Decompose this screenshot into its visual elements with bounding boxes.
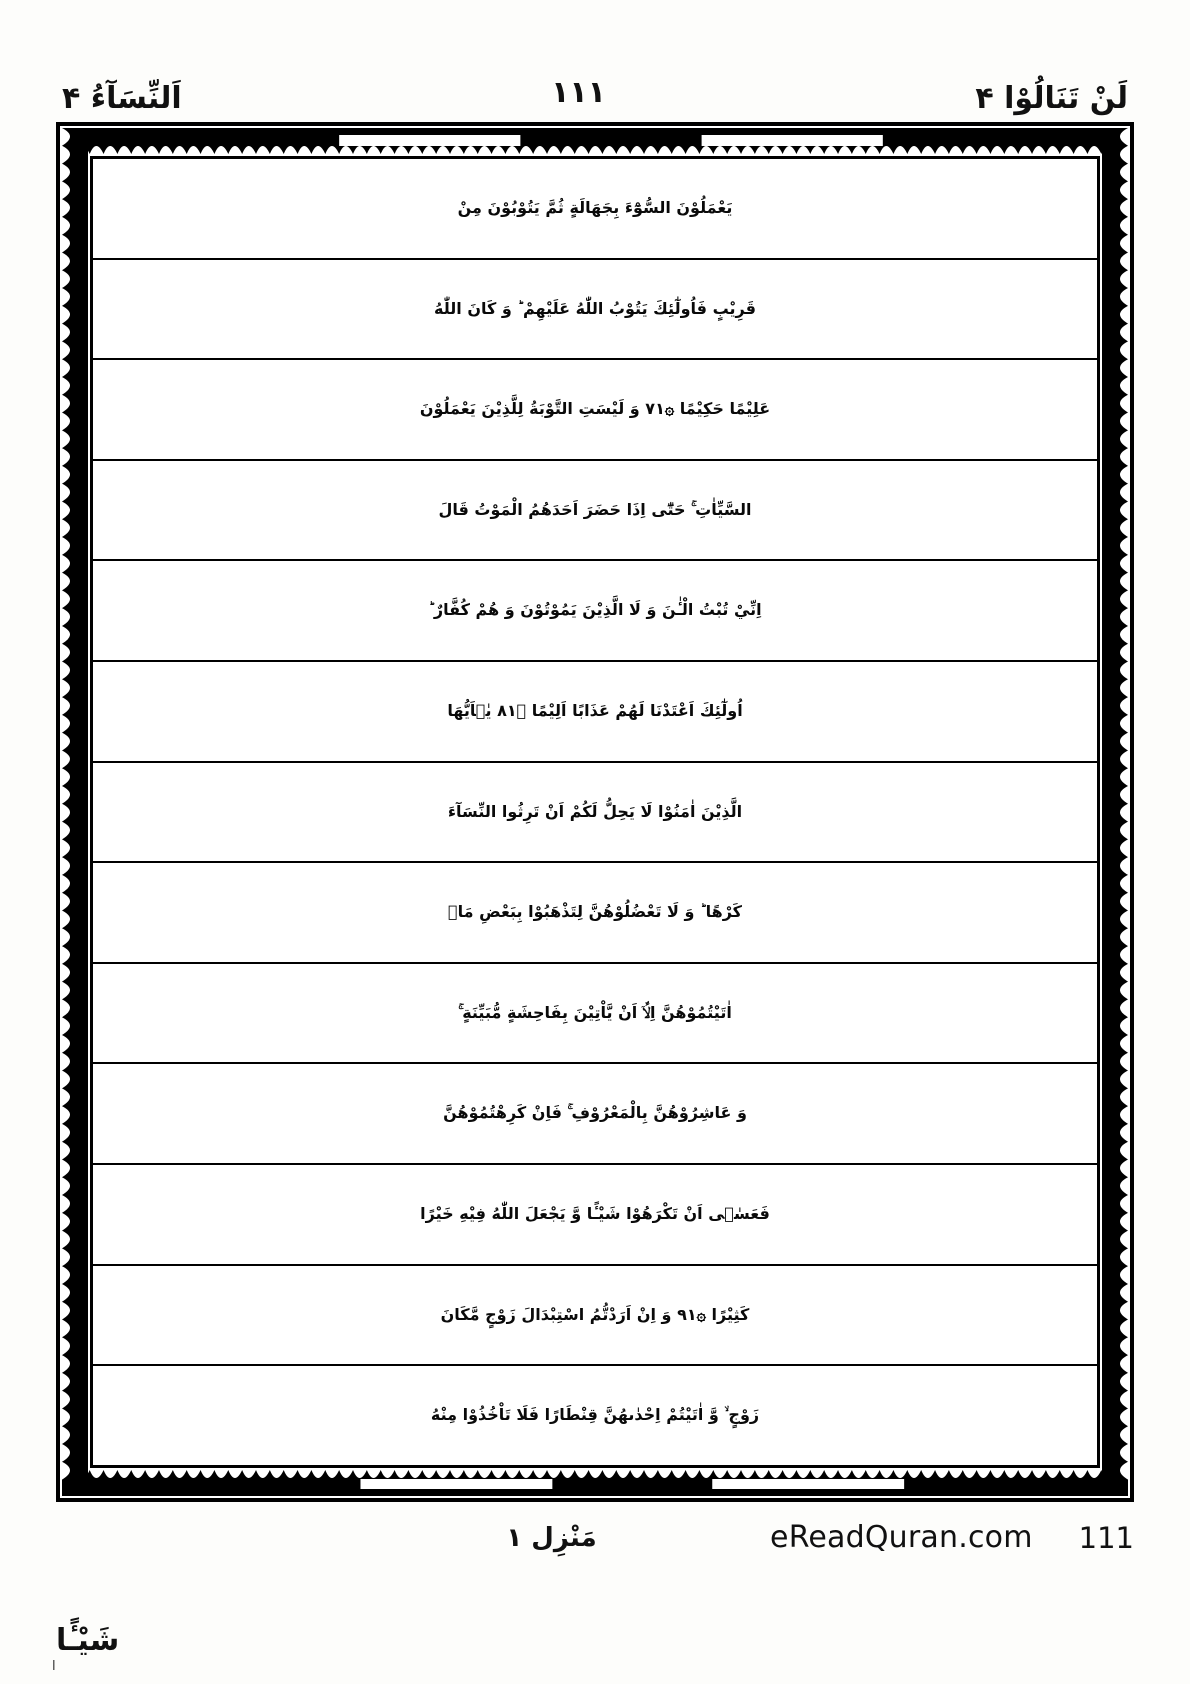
ayah-line-3 bbox=[93, 360, 1097, 461]
frame-ornament-top bbox=[62, 128, 1128, 154]
ayah-line-13 bbox=[93, 1366, 1097, 1465]
juz-name-label: لَنْ تَنَالُوْا ۴ bbox=[975, 81, 1128, 116]
text-frame-border bbox=[56, 122, 1134, 1502]
ayah-text: وَ عَاشِرُوْهُنَّ بِالْمَعْرُوْفِ ۚ فَاِنْ كَرِهْتُمُوْهُنَّ bbox=[443, 1103, 747, 1123]
ayah-line-11 bbox=[93, 1165, 1097, 1266]
site-brand-label[interactable]: eReadQuran.com bbox=[770, 1520, 1033, 1555]
frame-ornament-bottom bbox=[62, 1470, 1128, 1496]
page-footer bbox=[56, 1502, 1134, 1684]
ayah-text: اٰتَيْتُمُوْهُنَّ اِلَّاۤ اَنْ يَّاْتِيْنَ بِفَاحِشَةٍ مُّبَيِّنَةٍ ۚ bbox=[458, 1002, 732, 1022]
ayah-text: فَعَسٰۤى اَنْ تَكْرَهُوْا شَيْـًٔا وَّ يَجْعَلَ اللّٰهُ فِيْهِ خَيْرًا bbox=[420, 1204, 770, 1223]
ayah-line-5 bbox=[93, 561, 1097, 662]
ayah-text: قَرِيْبٍ فَاُولٰٓئِكَ يَتُوْبُ اللّٰهُ عَلَيْهِمْ ؕ وَ كَانَ اللّٰهُ bbox=[434, 298, 756, 318]
ayah-text: السَّيِّاٰتِ ۚ حَتّٰٓى اِذَا حَضَرَ اَحَدَهُمُ الْمَوْتُ قَالَ bbox=[438, 499, 752, 519]
ayah-text: كَرْهًا ؕ وَ لَا تَعْضُلُوْهُنَّ لِتَذْهَبُوْا بِبَعْضِ مَاۤ bbox=[448, 902, 742, 922]
ayah-line-1 bbox=[93, 159, 1097, 260]
ayah-text: اُولٰٓئِكَ اَعْتَدْنَا لَهُمْ عَذَابًا اَلِيْمًا ۞١٨ يٰۤاَيُّهَا bbox=[447, 700, 743, 720]
ayah-text: اِنِّيْ تُبْتُ الْـٰٔنَ وَ لَا الَّذِيْنَ يَمُوْتُوْنَ وَ هُمْ كُفَّارٌ ؕ bbox=[428, 600, 762, 620]
ayah-line-9 bbox=[93, 964, 1097, 1065]
ayah-text: عَلِيْمًا حَكِيْمًا ۞١٧ وَ لَيْسَتِ التَّوْبَةُ لِلَّذِيْنَ يَعْمَلُوْنَ bbox=[419, 399, 771, 419]
ayah-line-12 bbox=[93, 1266, 1097, 1367]
frame-ornament-left bbox=[62, 128, 88, 1496]
manzil-label: مَنْزِل ١ bbox=[506, 1522, 597, 1553]
footer-right-slot bbox=[770, 1520, 1134, 1555]
ayah-line-10 bbox=[93, 1064, 1097, 1165]
ayah-text: كَثِيْرًا ۞١٩ وَ اِنْ اَرَدْتُّمُ اسْتِبْدَالَ زَوْجٍ مَّكَانَ bbox=[440, 1304, 750, 1324]
page-number-label: 111 bbox=[1078, 1520, 1134, 1555]
ayah-text: زَوْجٍ ۙ وَّ اٰتَيْتُمْ اِحْدٰىهُنَّ قِنْطَارًا فَلَا تَاْخُذُوْا مِنْهُ bbox=[430, 1405, 760, 1425]
ayah-line-2 bbox=[93, 260, 1097, 361]
frame-ornament-right bbox=[1102, 128, 1128, 1496]
ayah-line-7 bbox=[93, 763, 1097, 864]
ayah-line-4 bbox=[93, 461, 1097, 562]
ayah-text: الَّذِيْنَ اٰمَنُوْا لَا يَحِلُّ لَكُمْ اَنْ تَرِثُوا النِّسَآءَ bbox=[447, 801, 743, 821]
ayah-text: يَعْمَلُوْنَ السُّوْٓءَ بِجَهَالَةٍ ثُمَّ يَتُوْبُوْنَ مِنْ bbox=[457, 197, 733, 217]
page-header bbox=[56, 34, 1134, 120]
ayah-text-block bbox=[90, 156, 1100, 1468]
page-number-arabic: ١١١ bbox=[551, 75, 606, 110]
ayah-line-8 bbox=[93, 863, 1097, 964]
print-registration-mark: ا bbox=[52, 1659, 56, 1674]
catchword-label: شَيْـًٔا bbox=[56, 1623, 120, 1658]
surah-name-label: اَلنِّسَآءُ ۴ bbox=[62, 81, 182, 116]
ayah-line-6 bbox=[93, 662, 1097, 763]
